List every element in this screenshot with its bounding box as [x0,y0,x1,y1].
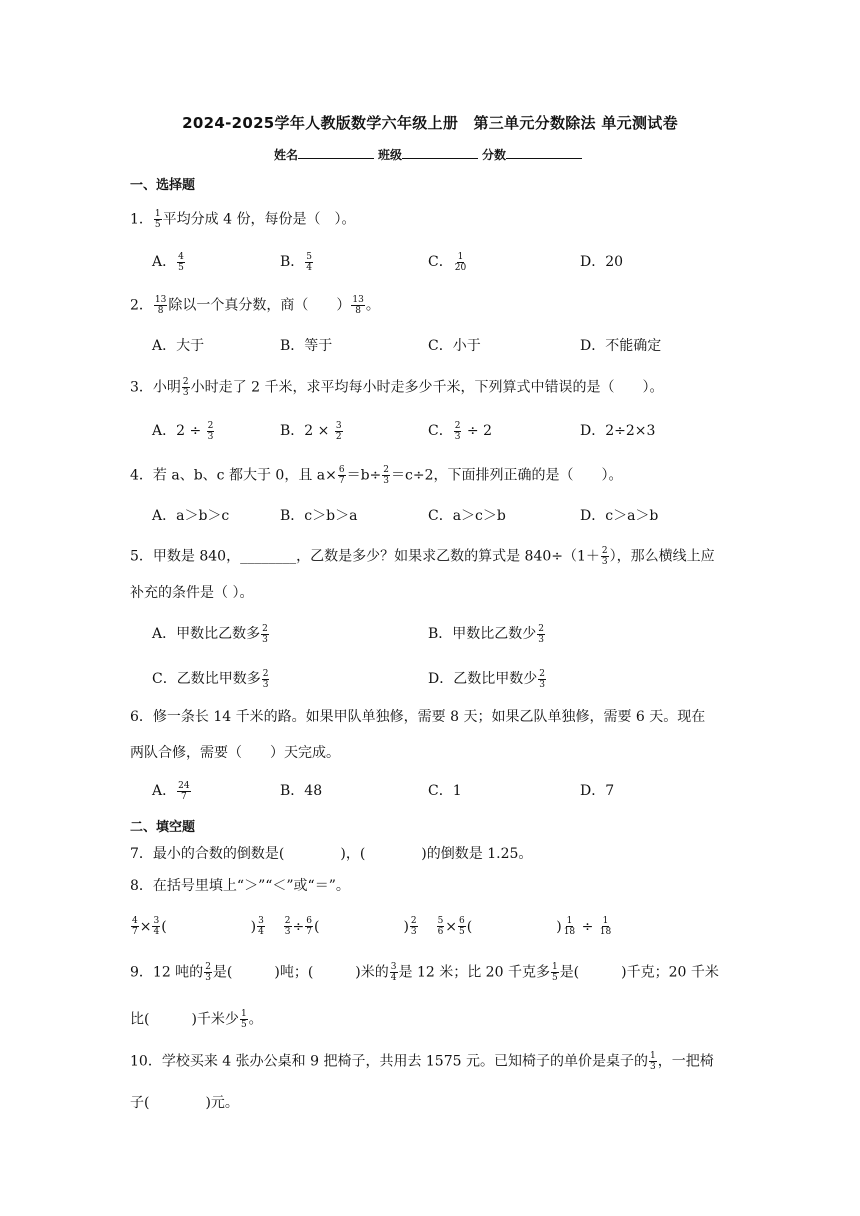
section-choice-heading: 一、选择题 [130,178,196,193]
fraction: $\frac{13}{8}$ [352,295,364,316]
name-label: 姓名 [273,148,298,162]
question-3-options [152,418,732,444]
option-c[interactable]: C． $\frac{2}{3}$ ÷ 2 [428,420,492,442]
option-b[interactable]: B．2 × $\frac{3}{2}$ [280,420,342,442]
question-10-line-2: 子( )元。 [130,1095,239,1111]
option-d[interactable]: D．20 [580,254,624,270]
comparison-item: $\frac{4}{7}$ × $\frac{3}{4}$ ( ) $\frac{3}{4}$ [132,916,264,937]
fraction: $\frac{1}{5}$ [154,209,161,230]
option-d[interactable]: D．乙数比甲数少 $\frac{2}{3}$ [428,668,545,690]
question-6-options [152,778,732,804]
option-a[interactable]: A．大于 [152,338,205,354]
option-c[interactable]: C．乙数比甲数多 $\frac{2}{3}$ [152,668,269,690]
question-9-line-1: 9．12 吨的 $\frac{2}{3}$ 是( )吨；( )米的 $\frac{3}{4}$ 是 12 米；比 20 千克多 $\frac{1}{5}$ 是( )千克；20 千米 [130,962,719,983]
question-5-options-row-1 [152,621,732,647]
question-2-options [152,333,732,359]
option-a[interactable]: A．2 ÷ $\frac{2}{3}$ [152,420,214,442]
option-a[interactable]: A．a＞b＞c [152,508,230,524]
question-2: 2． $\frac{13}{8}$ 除以一个真分数，商（ ） $\frac{13}{8}$ 。 [130,295,380,316]
option-b[interactable]: B． $\frac{5}{4}$ [280,251,313,273]
score-blank[interactable] [506,146,582,159]
question-3: 3．小明 $\frac{2}{3}$ 小时走了 2 千米，求平均每小时走多少千米，下列算式中错误的是（ ）。 [130,377,664,398]
answer-blank[interactable]: ( ) [313,918,409,935]
option-c[interactable]: C．a＞c＞b [428,508,506,524]
fraction: $\frac{2}{3}$ [601,546,608,567]
option-d[interactable]: D．2÷2×3 [580,423,656,439]
question-5-options-row-2 [152,666,732,692]
question-7: 7．最小的合数的倒数是( )，( )的倒数是 1.25。 [130,846,533,862]
question-text: 平均分成 4 份，每份是（ ）。 [162,211,356,228]
question-1 [130,209,730,230]
question-8-comparisons [130,916,730,937]
comparison-item: $\frac{2}{3}$ ÷ $\frac{6}{7}$ ( ) $\frac{2}{3}$ [284,916,417,937]
section-fill-heading: 二、填空题 [130,820,196,835]
option-c[interactable]: C． $\frac{1}{20}$ [428,251,467,273]
fraction: $\frac{2}{3}$ [182,377,189,398]
question-text[interactable]: 最小的合数的倒数是( )，( )的倒数是 1.25。 [152,846,533,862]
student-info-line [0,146,860,163]
answer-blank[interactable]: ( ) [161,918,257,935]
answer-blank[interactable]: ( ) [466,918,562,935]
fraction: $\frac{13}{8}$ [154,295,167,316]
option-b[interactable]: B．甲数比乙数少 $\frac{2}{3}$ [428,623,545,645]
option-c[interactable]: C．小于 [428,338,481,354]
option-d[interactable]: D．c＞a＞b [580,508,659,524]
question-10-line-1: 10．学校买来 4 张办公桌和 9 把椅子，共用去 1575 元。已知椅子的单价是桌子的 $\frac{1}{3}$ ，一把椅 [130,1051,714,1072]
question-5-line-2: 补充的条件是（ ）。 [130,585,254,601]
question-4-options [152,503,732,529]
question-9-line-2: 比( )千米少 $\frac{1}{5}$ 。 [130,1009,263,1030]
fraction: $\frac{6}{7}$ [338,465,345,486]
question-number: 1． [130,211,153,228]
fraction: $\frac{2}{3}$ [383,465,390,486]
page-title: 2024-2025学年人教版数学六年级上册 第三单元分数除法 单元测试卷 [182,114,678,132]
option-b[interactable]: B．48 [280,783,323,799]
class-blank[interactable] [402,146,478,159]
option-d[interactable]: D．不能确定 [580,338,662,354]
comparison-item: $\frac{5}{6}$ × $\frac{6}{5}$ ( ) $\frac{1}{18}$ ÷ $\frac{1}{18}$ [437,916,612,937]
option-a[interactable]: A． $\frac{4}{5}$ [152,251,184,273]
option-d[interactable]: D．7 [580,783,615,799]
score-label: 分数 [482,148,507,162]
option-b[interactable]: B．c＞b＞a [280,508,358,524]
option-a[interactable]: A． $\frac{24}{7}$ [152,780,190,802]
option-b[interactable]: B．等于 [280,338,333,354]
question-1-options [152,249,732,275]
question-6-line-2: 两队合修，需要（ ）天完成。 [130,745,340,761]
question-5-line-1: 5．甲数是 840，________，乙数是多少？如果求乙数的算式是 840÷（1＋ $\frac{2}{3}$ ），那么横线上应 [130,546,715,567]
class-label: 班级 [377,148,402,162]
option-a[interactable]: A．甲数比乙数多 $\frac{2}{3}$ [152,623,268,645]
question-8: 8．在括号里填上“＞”“＜”或“＝”。 [130,878,350,894]
question-4: 4．若 a、b、c 都大于 0，且 a× $\frac{6}{7}$ ＝b÷ $\frac{2}{3}$ ＝c÷2，下面排列正确的是（ ）。 [130,465,623,486]
option-c[interactable]: C．1 [428,783,462,799]
name-blank[interactable] [298,146,374,159]
question-6-line-1: 6．修一条长 14 千米的路。如果甲队单独修，需要 8 天；如果乙队单独修，需要 6 天。现在 [130,709,706,725]
